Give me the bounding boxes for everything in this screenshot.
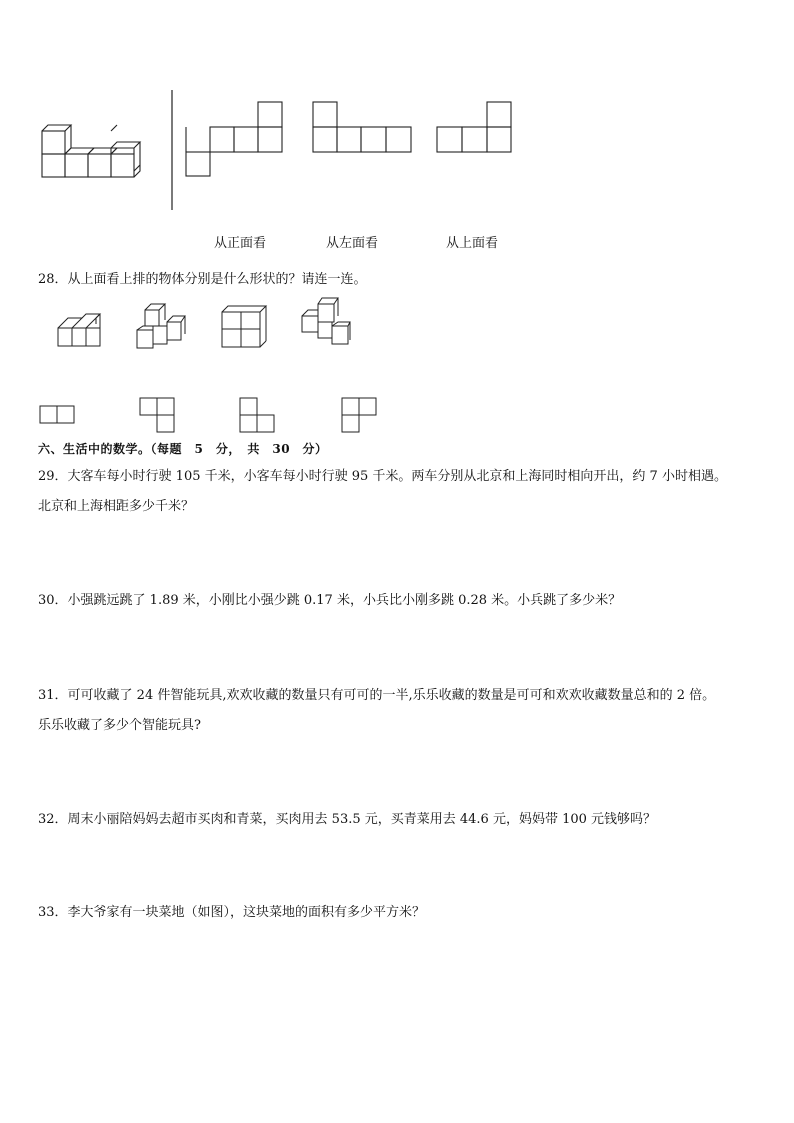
question-28: 28．从上面看上排的物体分别是什么形状的？请连一连。 <box>38 272 367 287</box>
question-31-line-1: 31．可可收藏了 24 件智能玩具,欢欢收藏的数量只有可可的一半,乐乐收藏的数量是可可和欢欢收藏数量总和的 2 倍。 <box>38 688 716 703</box>
label-top-view: 从上面看 <box>446 236 499 251</box>
label-front-view: 从正面看 <box>214 236 267 251</box>
label-left-view: 从左面看 <box>326 236 379 251</box>
question-31-line-2: 乐乐收藏了多少个智能玩具? <box>38 718 201 733</box>
question-33: 33．李大爷家有一块菜地（如图），这块菜地的面积有多少平方米？ <box>38 905 426 920</box>
question-32: 32．周末小丽陪妈妈去超市买肉和青菜，买肉用去 53.5 元，买青菜用去 44.6 元，妈妈带 100 元钱够吗？ <box>38 812 657 827</box>
solid-object-1 <box>56 310 106 350</box>
view-option-a <box>184 100 284 178</box>
top-view-shape-4 <box>340 396 380 436</box>
view-option-b <box>311 100 415 154</box>
cube-solid-figure <box>40 124 155 184</box>
solid-object-4 <box>298 296 354 348</box>
question-29-line-1: 29．大客车每小时行驶 105 千米，小客车每小时行驶 95 千米。两车分别从北京和上海同时相向开出，约 7 小时相遇。 <box>38 469 727 484</box>
top-view-shape-3 <box>238 396 278 436</box>
top-view-shape-1 <box>38 404 78 426</box>
solid-object-2 <box>135 300 187 352</box>
view-option-c <box>435 100 515 154</box>
divider-line <box>170 90 174 210</box>
question-30: 30．小强跳远跳了 1.89 米，小刚比小强少跳 0.17 米，小兵比小刚多跳 0.28 米。小兵跳了多少米？ <box>38 593 622 608</box>
question-29-line-2: 北京和上海相距多少千米？ <box>38 499 195 514</box>
section-6-heading: 六、生活中的数学。（每题 5 分， 共 30 分） <box>38 442 328 456</box>
solid-object-3 <box>220 302 270 352</box>
top-view-shape-2 <box>138 396 178 436</box>
